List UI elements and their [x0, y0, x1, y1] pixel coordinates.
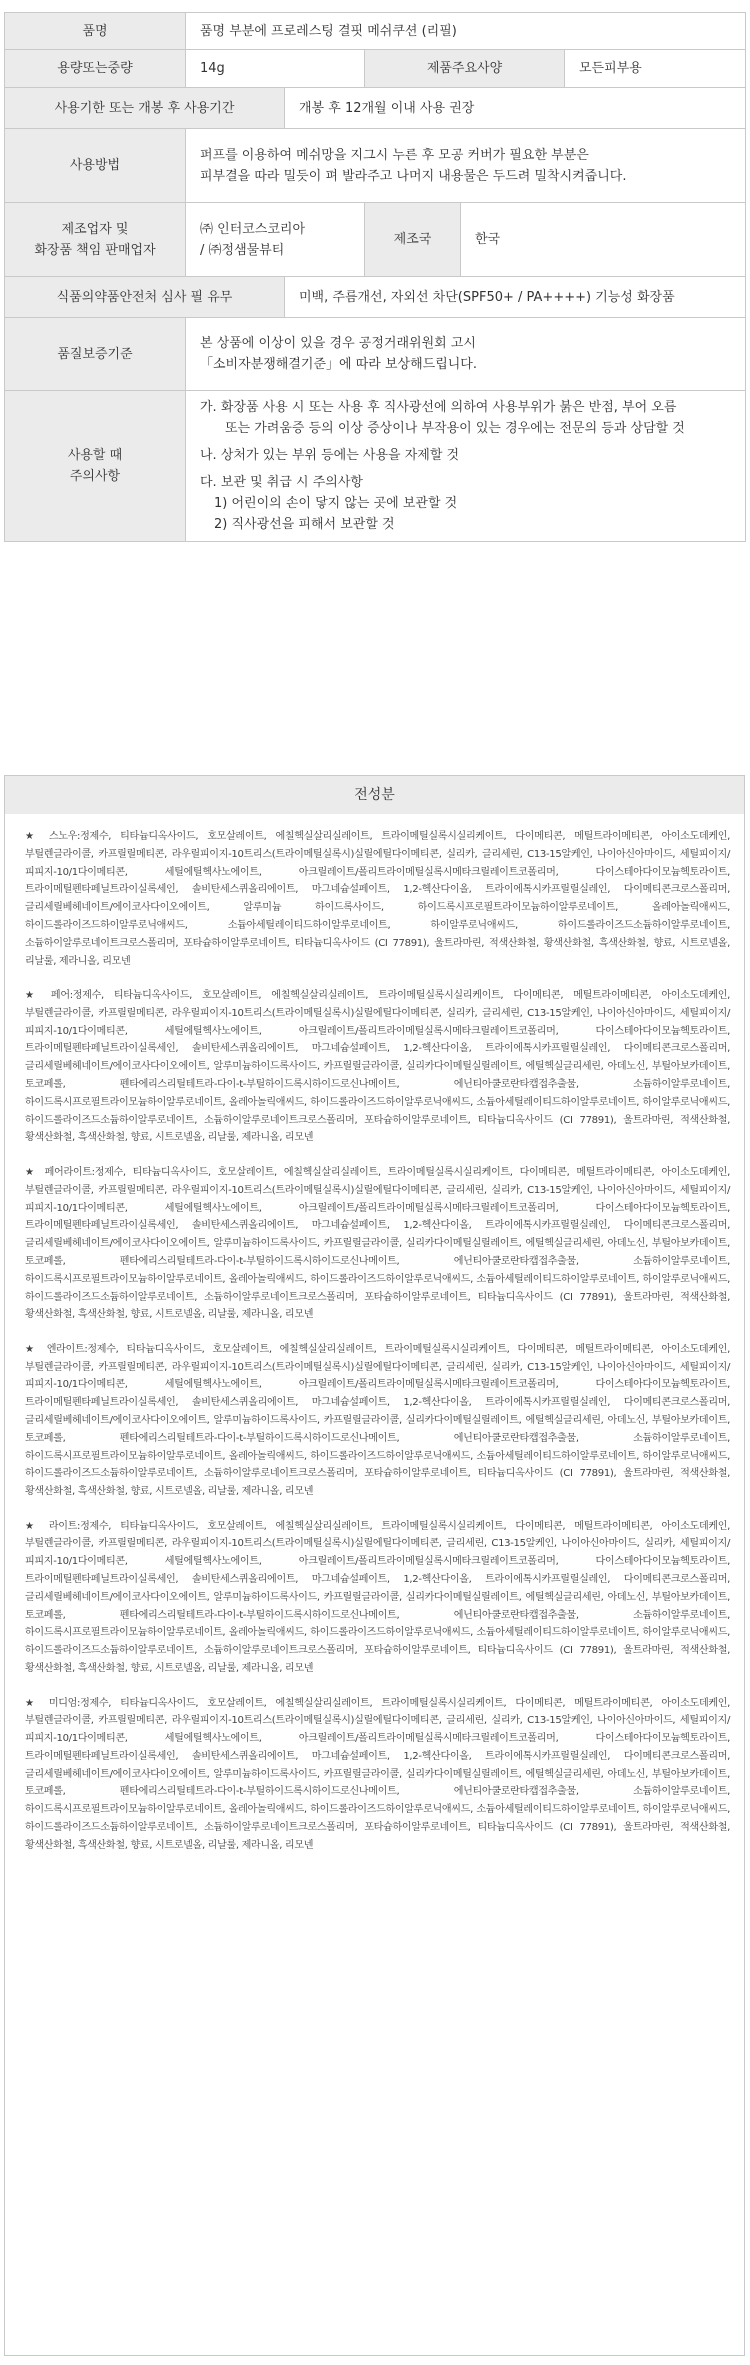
row-capacity: [5, 50, 746, 88]
value-maker-line-1: ㈜ 인터코스코리아: [200, 221, 306, 237]
value-usage: [186, 129, 746, 203]
value-country: 한국: [461, 203, 746, 277]
ingredient-shade-fair-light: ★ 페어라이트:정제수, 티타늄디옥사이드, 호모살레이트, 에칠헥실살리실레이트, 트라이메틸실록시실리케이트, 다이메티콘, 메틸트라이메티콘, 아이소도데케인, 부틸렌글라이콜, 카프릴릴메티콘, 라우릴피이지-10트리스(트라이메틸실록시)실릴에틸다이메티콘, 글리세린, 실리카, C13-15알케인, 나이아신아마이드, 세틸피이지/피피지-10/1다이메티콘, 세틸에틸헥사노에이트, 아크릴레이트/폴리트라이메틸실록시메타크릴레이트코폴리머, 다이스테아다이모늄헥토라이트, 트라이메틸펜타페닐트라이실록세인, 솔비탄세스퀴올리에이트, 마그네슘설페이트, 1,2-헥산다이올, 트라이에톡시카프릴릴실레인, 다이메티콘크로스폴리머, 글리세릴베헤네이트/에이코사다이오에이트, 알루미늄하이드록사이드, 카프릴릴글라이콜, 실리카다이메틸실릴레이트, 에틸헥실글리세린, 아데노신, 부틸아보카데이트, 토코페롤, 펜타에리스리틸테트라-다이-t-부틸하이드록시하이드로신나메이트, 에닌티아쿨로란타캡접추출물, 소듐하이알루로네이트, 하이드록시프로필트라이모늄하이알루로네이트, 올레아놀릭애씨드, 하이드롤라이즈드하이알루로닉애씨드, 소듐아세틸레이티드하이알루로네이트, 하이알루로닉애씨드, 하이드롤라이즈드소듐하이알루로네이트, 소듐하이알루로네이트크로스폴리머, 포타슘하이알루로네이트, 티타늄디옥사이드 (CI 77891), 울트라마린, 적색산화철, 황색산화철, 흑색산화철, 향료, 시트로넬올, 리날룰, 제라니올, 리모넨: [25, 1166, 730, 1321]
label-caution: [5, 391, 186, 542]
ingredient-shade-light: ★ 라이트:정제수, 티타늄디옥사이드, 호모살레이트, 에칠헥실살리실레이트, 트라이메틸실록시실리케이트, 다이메티콘, 메틸트라이메티콘, 아이소도데케인, 부틸렌글라이콜, 카프릴릴메티콘, 라우릴피이지-10트리스(트라이메틸실록시)실릴에틸다이메티콘, 글리세린, C13-15알케인, 나이아신아마이드, 실리카, 세틸피이지/피피지-10/1다이메티콘, 세틸에틸헥사노에이트, 아크릴레이트/폴리트라이메틸실록시메타크릴레이트코폴리머, 다이스테아다이모늄헥토라이트, 트라이메틸펜타페닐트라이실록세인, 솔비탄세스퀴올리에이트, 마그네슘설페이트, 1,2-헥산다이올, 트라이에톡시카프릴릴실레인, 다이메티콘크로스폴리머, 글리세릴베헤네이트/에이코사다이오에이트, 알루미늄하이드록사이드, 카프릴릴글라이콜, 실리카다이메틸실릴레이트, 에틸헥실글리세린, 아데노신, 부틸아보카데이트, 토코페롤, 펜타에리스리틸테트라-다이-t-부틸하이드록시하이드로신나메이트, 에닌티아쿨로란타캡접추출물, 소듐하이알루로네이트, 하이드록시프로필트라이모늄하이알루로네이트, 올레아놀릭애씨드, 하이드롤라이즈드하이알루로닉애씨드, 소듐아세틸레이티드하이알루로네이트, 하이알루로닉애씨드, 하이드롤라이즈드소듐하이알루로네이트, 소듐하이알루로네이트크로스폴리머, 포타슘하이알루로네이트, 티타늄디옥사이드 (CI 77891), 울트라마린, 적색산화철, 황색산화철, 흑색산화철, 향료, 시트로넬올, 리날룰, 제라니올, 리모넨: [25, 1520, 730, 1675]
label-mfds: 식품의약품안전처 심사 필 유무: [5, 277, 285, 318]
row-quality: [5, 318, 746, 391]
value-maker-line-2: / ㈜정샘물뷰티: [200, 242, 285, 258]
label-quality: 품질보증기준: [5, 318, 186, 391]
ingredient-shade-n-light: ★ 엔라이트:정제수, 티타늄디옥사이드, 호모살레이트, 에칠헥실살리실레이트, 트라이메틸실록시실리케이트, 다이메티콘, 메틸트라이메티콘, 아이소도데케인, 부틸렌글라이콜, 카프릴릴메티콘, 라우릴피이지-10트리스(트라이메틸실록시)실릴에틸다이메티콘, 글리세린, 실리카, C13-15알케인, 나이아신아마이드, 세틸피이지/피피지-10/1다이메티콘, 세틸에틸헥사노에이트, 아크릴레이트/폴리트라이메틸실록시메타크릴레이트코폴리머, 다이스테아다이모늄헥토라이트, 트라이메틸펜타페닐트라이실록세인, 솔비탄세스퀴올리에이트, 마그네슘설페이트, 1,2-헥산다이올, 트라이에톡시카프릴릴실레인, 다이메티콘크로스폴리머, 글리세릴베헤네이트/에이코사다이오에이트, 알루미늄하이드록사이드, 카프릴릴글라이콜, 실리카다이메틸실릴레이트, 에틸헥실글리세린, 아데노신, 부틸아보카데이트, 토코페롤, 펜타에리스리틸테트라-다이-t-부틸하이드록시하이드로신나메이트, 에닌티아쿨로란타캡접추출물, 소듐하이알루로네이트, 하이드록시프로필트라이모늄하이알루로네이트, 올레아놀릭애씨드, 하이드롤라이즈드하이알루로닉애씨드, 소듐아세틸레이티드하이알루로네이트, 하이알루로닉애씨드, 하이드롤라이즈드소듐하이알루로네이트, 소듐하이알루로네이트크로스폴리머, 포타슘하이알루로네이트, 티타늄디옥사이드 (CI 77891), 울트라마린, 적색산화철, 황색산화철, 흑색산화철, 향료, 시트로넬올, 리날룰, 제라니올, 리모넨: [25, 1343, 730, 1498]
value-expiry: 개봉 후 12개월 이내 사용 권장: [285, 88, 746, 129]
label-caution-line-1: 사용할 때: [67, 448, 123, 463]
label-maker: [5, 203, 186, 277]
caution-item-c2: 2) 직사광선을 피해서 보관할 것: [214, 517, 395, 532]
label-country: 제조국: [365, 203, 461, 277]
value-product-name: 품명 부분에 프로레스팅 결핏 메쉬쿠션 (리필): [186, 13, 746, 50]
product-spec-table: [4, 12, 746, 542]
caution-item-c1: 1) 어린이의 손이 닿지 않는 곳에 보관할 것: [214, 496, 458, 511]
value-capacity: 14g: [186, 50, 365, 88]
caution-item-c: 다. 보관 및 취급 시 주의사항: [200, 475, 363, 490]
caution-item-a-cont: 또는 가려움증 등의 이상 증상이나 부작용이 있는 경우에는 전문의 등과 상담할 것: [225, 421, 685, 436]
quality-line-2: 「소비자분쟁해결기준」에 따라 보상해드립니다.: [200, 357, 477, 372]
ingredients-box: [4, 814, 745, 2356]
label-usage: 사용방법: [5, 129, 186, 203]
value-maker: [186, 203, 365, 277]
caution-item-a: 가. 화장품 사용 시 또는 사용 후 직사광선에 의하여 사용부위가 붉은 반점, 부어 오름: [200, 400, 677, 415]
label-maker-line-1: 제조업자 및: [61, 221, 129, 237]
ingredient-shade-snow: ★ 스노우:정제수, 티타늄디옥사이드, 호모살레이트, 에칠헥실살리실레이트, 트라이메틸실록시실리케이트, 다이메티콘, 메틸트라이메티콘, 아이소도데케인, 부틸렌글라이콜, 카프릴릴메티콘, 라우릴피이지-10트리스(트라이메틸실록시)실릴에틸다이메티콘, 실리카, 글리세린, C13-15알케인, 나이아신아마이드, 세틸피이지/피피지-10/1다이메티콘, 세틸에틸헥사노에이트, 아크릴레이트/폴리트라이메틸실록시메타크릴레이트코폴리머, 다이스테아다이모늄헥토라이트, 트라이메틸펜타페닐트라이실록세인, 솔비탄세스퀴올리에이트, 마그네슘설페이트, 1,2-헥산다이올, 트라이에톡시카프릴릴실레인, 다이메티콘크로스폴리머, 글리세릴베헤네이트/에이코사다이오에이트, 알루미늄 하이드록사이드, 하이드록시프로필트라이모늄하이알루로네이트, 올레아놀릭애씨드, 하이드롤라이즈드하이알루로닉애씨드, 소듐아세틸레이티드하이알루로네이트, 하이알루로닉애씨드, 하이드롤라이즈드소듐하이알루로네이트, 소듐하이알루로네이트크로스폴리머, 포타슘하이알루로네이트, 티타늄디옥사이드 (CI 77891), 울트라마린, 적색산화철, 황색산화철, 흑색산화철, 향료, 시트로넬올, 리날룰, 제라니올, 리모넨: [25, 831, 730, 967]
row-expiry: [5, 88, 746, 129]
value-caution: [186, 391, 746, 542]
label-expiry: 사용기한 또는 개봉 후 사용기간: [5, 88, 285, 129]
label-main-spec: 제품주요사양: [365, 50, 565, 88]
row-product-name: [5, 13, 746, 50]
label-product-name: 품명: [5, 13, 186, 50]
ingredients-title: 전성분: [4, 775, 745, 815]
caution-item-b: 나. 상처가 있는 부위 등에는 사용을 자제할 것: [200, 448, 460, 463]
row-mfds: [5, 277, 746, 318]
row-maker: [5, 203, 746, 277]
quality-line-1: 본 상품에 이상이 있을 경우 공정거래위원회 고시: [200, 336, 476, 351]
ingredient-shade-fair: ★ 페어:정제수, 티타늄디옥사이드, 호모살레이트, 에칠헥실살리실레이트, 트라이메틸실록시실리케이트, 다이메티콘, 메틸트라이메티콘, 아이소도데케인, 부틸렌글라이콜, 카프릴릴메티콘, 라우릴피이지-10트리스(트라이메틸실록시)실릴에틸다이메티콘, 실리카, 글리세린, C13-15알케인, 나이아신아마이드, 세틸피이지/피피지-10/1다이메티콘, 세틸에틸헥사노에이트, 아크릴레이트/폴리트라이메틸실록시메타크릴레이트코폴리머, 다이스테아다이모늄헥토라이트, 트라이메틸펜타페닐트라이실록세인, 솔비탄세스퀴올리에이트, 마그네슘설페이트, 1,2-헥산다이올, 트라이에톡시카프릴릴실레인, 다이메티콘크로스폴리머, 글리세릴베헤네이트/에이코사다이오에이트, 알루미늄하이드록사이드, 카프릴릴글라이콜, 실리카다이메틸실릴레이트, 에틸헥실글리세린, 아데노신, 부틸아보카데이트, 토코페롤, 펜타에리스리틸테트라-다이-t-부틸하이드록시하이드로신나메이트, 에닌티아쿨로란타캡접추출물, 소듐하이알루로네이트, 하이드록시프로필트라이모늄하이알루로네이트, 올레아놀릭애씨드, 하이드롤라이즈드하이알루로닉애씨드, 소듐아세틸레이티드하이알루로네이트, 하이알루로닉애씨드, 하이드롤라이즈드소듐하이알루로네이트, 소듐하이알루로네이트크로스폴리머, 포타슘하이알루로네이트, 티타늄디옥사이드 (CI 77891), 울트라마린, 적색산화철, 황색산화철, 흑색산화철, 향료, 시트로넬올, 리날룰, 제라니올, 리모넨: [25, 990, 730, 1144]
value-mfds: 미백, 주름개선, 자외선 차단(SPF50+ / PA++++) 기능성 화장품: [285, 277, 746, 318]
row-caution: [5, 391, 746, 542]
ingredient-shade-medium: ★ 미디엄:정제수, 티타늄디옥사이드, 호모살레이트, 에칠헥실살리실레이트, 트라이메틸실록시실리케이트, 다이메티콘, 메틸트라이메티콘, 아이소도데케인, 부틸렌글라이콜, 카프릴릴메티콘, 라우릴피이지-10트리스(트라이메틸실록시)실릴에틸다이메티콘, 글리세린, 실리카, C13-15알케인, 나이아신아마이드, 세틸피이지/피피지-10/1다이메티콘, 세틸에틸헥사노에이트, 아크릴레이트/폴리트라이메틸실록시메타크릴레이트코폴리머, 다이스테아다이모늄헥토라이트, 트라이메틸펜타페닐트라이실록세인, 솔비탄세스퀴올리에이트, 마그네슘설페이트, 1,2-헥산다이올, 트라이에톡시카프릴릴실레인, 다이메티콘크로스폴리머, 글리세릴베헤네이트/에이코사다이오에이트, 알루미늄하이드록사이드, 카프릴릴글라이콜, 실리카다이메틸실릴레이트, 에틸헥실글리세린, 아데노신, 부틸아보카데이트, 토코페롤, 펜타에리스리틸테트라-다이-t-부틸하이드록시하이드로신나메이트, 에닌티아쿨로란타캡접추출물, 소듐하이알루로네이트, 하이드록시프로필트라이모늄하이알루로네이트, 올레아놀릭애씨드, 하이드롤라이즈드하이알루로닉애씨드, 소듐아세틸레이티드하이알루로네이트, 하이알루로닉애씨드, 하이드롤라이즈드소듐하이알루로네이트, 소듐하이알루로네이트크로스폴리머, 포타슘하이알루로네이트, 티타늄디옥사이드 (CI 77891), 울트라마린, 적색산화철, 황색산화철, 흑색산화철, 향료, 시트로넬올, 리날룰, 제라니올, 리모넨: [25, 1697, 730, 1851]
label-caution-line-2: 주의사항: [69, 469, 121, 484]
value-quality: [186, 318, 746, 391]
label-maker-line-2: 화장품 책임 판매업자: [34, 242, 156, 258]
usage-line-2: 피부결을 따라 밀듯이 펴 발라주고 나머지 내용물은 두드려 밀착시켜줍니다.: [200, 168, 627, 184]
usage-line-1: 퍼프를 이용하여 메쉬망을 지그시 누른 후 모공 커버가 필요한 부분은: [200, 147, 589, 163]
value-main-spec: 모든피부용: [565, 50, 746, 88]
row-usage: [5, 129, 746, 203]
label-capacity: 용량또는중량: [5, 50, 186, 88]
